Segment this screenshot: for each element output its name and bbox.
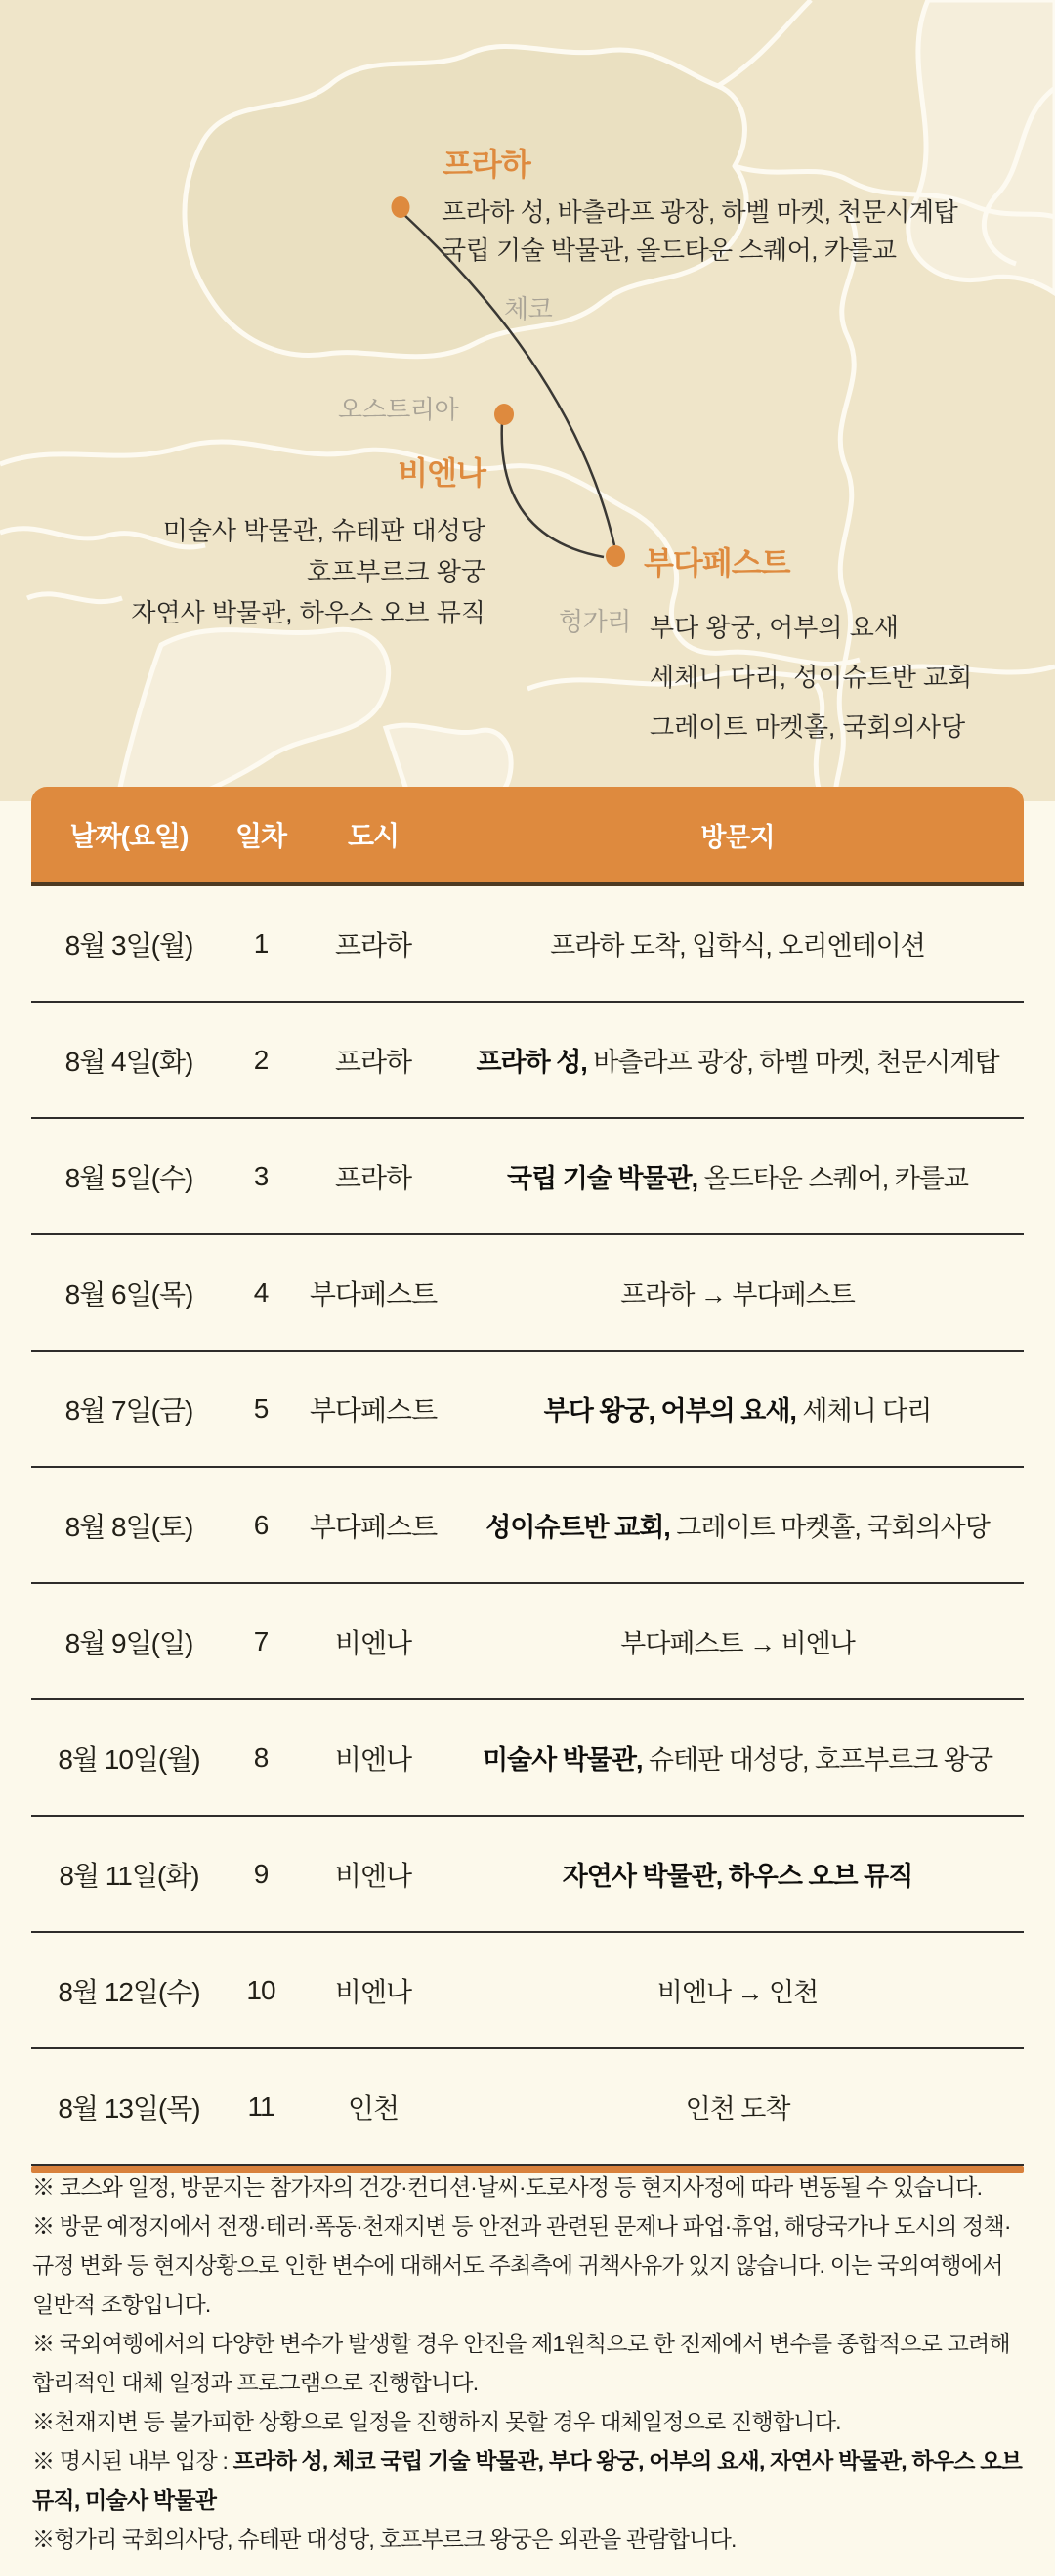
row-day: 1: [253, 927, 269, 959]
row-city: 프라하: [334, 1046, 412, 1077]
country-label-hungary: 헝가리: [559, 607, 631, 636]
prague-desc-line2: 국립 기술 박물관, 올드타운 스퀘어, 카를교: [442, 236, 897, 265]
header-visit: 방문지: [700, 822, 775, 852]
table-row: [31, 2049, 1024, 2166]
row-day: 2: [253, 1044, 269, 1075]
table-row: [31, 1817, 1024, 1933]
budapest-desc-line2: 세체니 다리, 성이슈트반 교회: [650, 663, 973, 692]
row-date: 8월 3일(월): [64, 929, 193, 961]
row-visit: [451, 924, 1024, 963]
map-region-northeast: [908, 0, 1055, 293]
row-visit: [451, 1971, 1024, 2009]
row-city: 부다페스트: [309, 1511, 438, 1542]
prague-title: 프라하: [443, 147, 530, 182]
table-row: [31, 1119, 1024, 1235]
note-bold-text: 프라하 성, 체코 국립 기술 박물관, 부다 왕궁, 어부의 요새, 자연사 박물관, 하우스 오브 뮤직, 미술사 박물관: [32, 2448, 1023, 2512]
budapest-title: 부다페스트: [644, 545, 790, 580]
row-city: 프라하: [334, 929, 412, 961]
row-date: 8월 8일(토): [64, 1511, 193, 1542]
vienna-desc-line1: 미술사 박물관, 슈테판 대성당: [162, 516, 485, 545]
visit-rest: 부다페스트 → 비엔나: [620, 1629, 855, 1658]
budapest-desc-line1: 부다 왕궁, 어부의 요새: [650, 613, 899, 642]
table-row: [31, 1235, 1024, 1352]
itinerary-table: [31, 787, 1024, 2173]
note-text: ※헝가리 국회의사당, 슈테판 대성당, 호프부르크 왕궁은 외관을 관람합니다.: [32, 2526, 737, 2552]
prague-dot-icon: [392, 196, 410, 218]
row-city: 부다페스트: [309, 1278, 438, 1309]
row-date: 8월 10일(월): [58, 1743, 200, 1775]
row-city: 비엔나: [334, 1627, 412, 1658]
header-city: 도시: [347, 821, 400, 851]
table-row: [31, 1352, 1024, 1468]
visit-bold: 자연사 박물관, 하우스 오브 뮤직: [562, 1862, 913, 1891]
note-line: [32, 2207, 1023, 2324]
table-row: [31, 1584, 1024, 1700]
row-visit: [451, 1273, 1024, 1311]
row-city: 비엔나: [334, 1976, 412, 2007]
row-date: 8월 12일(수): [58, 1976, 200, 2007]
budapest-label-block: [644, 538, 972, 752]
row-date: 8월 7일(금): [64, 1395, 193, 1426]
row-visit: [451, 1739, 1024, 1777]
note-line: [32, 2168, 1023, 2207]
table-row: [31, 1003, 1024, 1119]
row-day: 6: [253, 1509, 269, 1540]
row-city: 비엔나: [334, 1860, 412, 1891]
visit-rest: 인천 도착: [685, 2094, 790, 2124]
note-line: [32, 2324, 1023, 2402]
row-visit: [451, 1622, 1024, 1660]
table-row: [31, 1700, 1024, 1817]
row-day: 4: [253, 1276, 269, 1308]
budapest-dot-icon: [606, 545, 625, 567]
row-day: 3: [253, 1160, 269, 1191]
budapest-desc-line3: 그레이트 마켓홀, 국회의사당: [650, 712, 966, 742]
note-line: [32, 2441, 1023, 2519]
note-text: ※ 명시된 내부 입장 :: [32, 2448, 233, 2473]
row-city: 부다페스트: [309, 1395, 438, 1426]
row-date: 8월 13일(목): [58, 2092, 200, 2124]
visit-bold: 부다 왕궁, 어부의 요새,: [543, 1396, 796, 1426]
table-row: [31, 1468, 1024, 1584]
disclaimer-notes: [32, 2168, 1023, 2558]
row-date: 8월 11일(화): [59, 1860, 199, 1891]
visit-bold: 성이슈트반 교회,: [485, 1513, 670, 1542]
visit-rest: 그레이트 마켓홀, 국회의사당: [669, 1513, 990, 1542]
visit-rest: 비엔나 → 인천: [656, 1978, 819, 2007]
country-label-austria: 오스트리아: [338, 395, 459, 424]
header-day: 일차: [234, 821, 287, 851]
note-line: [32, 2519, 1023, 2558]
visit-rest: 바츨라프 광장, 하벨 마켓, 천문시계탑: [586, 1048, 999, 1077]
row-date: 8월 5일(수): [64, 1162, 193, 1193]
visit-bold: 국립 기술 박물관,: [507, 1164, 698, 1193]
row-day: 9: [253, 1858, 269, 1889]
country-label-czech: 체코: [504, 294, 553, 323]
vienna-title: 비엔나: [398, 455, 485, 491]
visit-rest: 올드타운 스퀘어, 카를교: [697, 1164, 968, 1193]
vienna-desc-line2: 호프부르크 왕궁: [306, 557, 485, 586]
vienna-dot-icon: [494, 404, 514, 425]
note-line: [32, 2402, 1023, 2441]
header-date: 날짜(요일): [69, 821, 189, 851]
row-city: 인천: [347, 2092, 400, 2124]
table-row: [31, 886, 1024, 1003]
row-visit: [451, 1390, 1024, 1428]
row-visit: [451, 1157, 1024, 1195]
row-day: 7: [253, 1625, 269, 1656]
visit-rest: 세체니 다리: [795, 1396, 932, 1426]
note-text: ※ 방문 예정지에서 전쟁·테러·폭동·천재지변 등 안전과 관련된 문제나 파업·휴업, 해당국가나 도시의 정책·규정 변화 등 현지상황으로 인한 변수에 대해서도 주최측에 귀책사유가 있지 않습니다. 이는 국외여행에서 일반적 조항입니다.: [32, 2213, 1011, 2317]
note-text: ※ 코스와 일정, 방문지는 참가자의 건강·컨디션·날씨·도로사정 등 현지사정에 따라 변동될 수 있습니다.: [32, 2174, 983, 2200]
visit-rest: 프라하 도착, 입학식, 오리엔테이션: [550, 931, 925, 961]
row-city: 비엔나: [334, 1743, 412, 1775]
row-city: 프라하: [334, 1162, 412, 1193]
visit-bold: 프라하 성,: [476, 1048, 587, 1077]
row-date: 8월 9일(일): [64, 1627, 193, 1658]
prague-desc-line1: 프라하 성, 바츨라프 광장, 하벨 마켓, 천문시계탑: [442, 197, 958, 227]
row-visit: [451, 2087, 1024, 2125]
row-day: 11: [247, 2090, 274, 2122]
note-text: ※천재지변 등 불가피한 상황으로 일정을 진행하지 못할 경우 대체일정으로 진행합니다.: [32, 2409, 841, 2434]
table-row: [31, 1933, 1024, 2049]
visit-bold: 미술사 박물관,: [482, 1745, 643, 1775]
row-day: 5: [253, 1393, 269, 1424]
vienna-label-block: [131, 449, 485, 633]
row-visit: [451, 1855, 1024, 1893]
itinerary-table-header: [31, 787, 1024, 886]
row-visit: [451, 1506, 1024, 1544]
vienna-desc-line3: 자연사 박물관, 하우스 오브 뮤직: [131, 598, 485, 627]
row-date: 8월 4일(화): [64, 1046, 193, 1077]
visit-rest: 프라하 → 부다페스트: [620, 1280, 855, 1309]
note-text: ※ 국외여행에서의 다양한 변수가 발생할 경우 안전을 제1원칙으로 한 전제에서 변수를 종합적으로 고려해 합리적인 대체 일정과 프로그램으로 진행합니다.: [32, 2331, 1010, 2395]
route-map: [0, 0, 1055, 801]
row-day: 10: [246, 1974, 275, 2005]
row-date: 8월 6일(목): [64, 1278, 193, 1309]
row-day: 8: [253, 1741, 269, 1773]
row-visit: [451, 1041, 1024, 1079]
visit-rest: 슈테판 대성당, 호프부르크 왕궁: [642, 1745, 993, 1775]
